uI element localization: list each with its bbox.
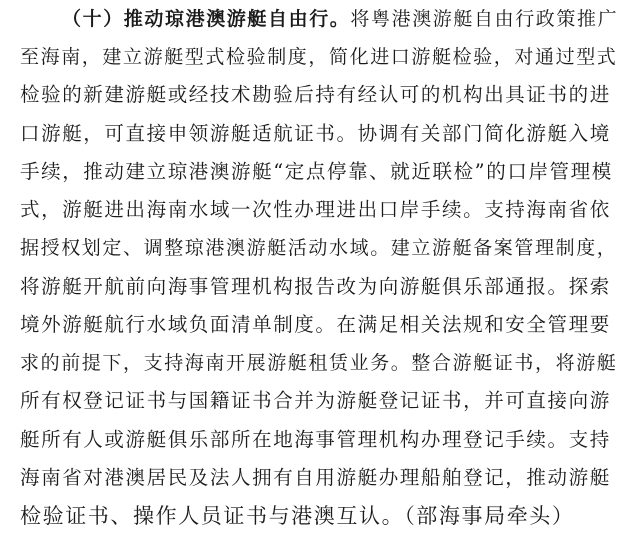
paragraph-text: 将粤港澳游艇自由行政策推广 [350,8,619,30]
paragraph-line-10: 求的前提下，支持海南开展游艇租赁业务。整合游艇证书，将游艇 [20,352,618,374]
paragraph-line-13: 海南省对港澳居民及法人拥有自用游艇办理船舶登记，推动游艇 [20,466,611,489]
paragraph-line-7: 据授权划定、调整琼港澳游艇活动水域。建立游艇备案管理制度， [20,237,618,259]
paragraph-line-1 [62,4,618,34]
paragraph-line-6: 式，游艇进出海南水域一次性办理进出口岸手续。支持海南省依 [20,198,611,221]
paragraph-line-12: 艇所有人或游艇俱乐部所在地海事管理机构办理登记手续。支持 [20,428,611,451]
paragraph-line-3: 检验的新建游艇或经技术勘验后持有经认可的机构出具证书的进 [20,83,611,106]
paragraph-line-9: 境外游艇航行水域负面清单制度。在满足相关法规和安全管理要 [20,313,611,336]
section-heading: （十）推动琼港澳游艇自由行。 [62,8,351,30]
paragraph-line-11: 所有权登记证书与国籍证书合并为游艇登记证书，并可直接向游 [20,389,611,412]
paragraph-line-8: 将游艇开航前向海事管理机构报告改为向游艇俱乐部通报。探索 [20,275,611,298]
paragraph-line-4: 口游艇，可直接申领游艇适航证书。协调有关部门简化游艇入境 [20,122,611,145]
paragraph-line-2: 至海南，建立游艇型式检验制度，简化进口游艇检验，对通过型式 [20,46,618,68]
paragraph-line-14: 检验证书、操作人员证书与港澳互认。（部海事局牵头） [20,504,575,528]
paragraph-line-5: 手续，推动建立琼港澳游艇“定点停靠、就近联检”的口岸管理模 [20,160,613,183]
